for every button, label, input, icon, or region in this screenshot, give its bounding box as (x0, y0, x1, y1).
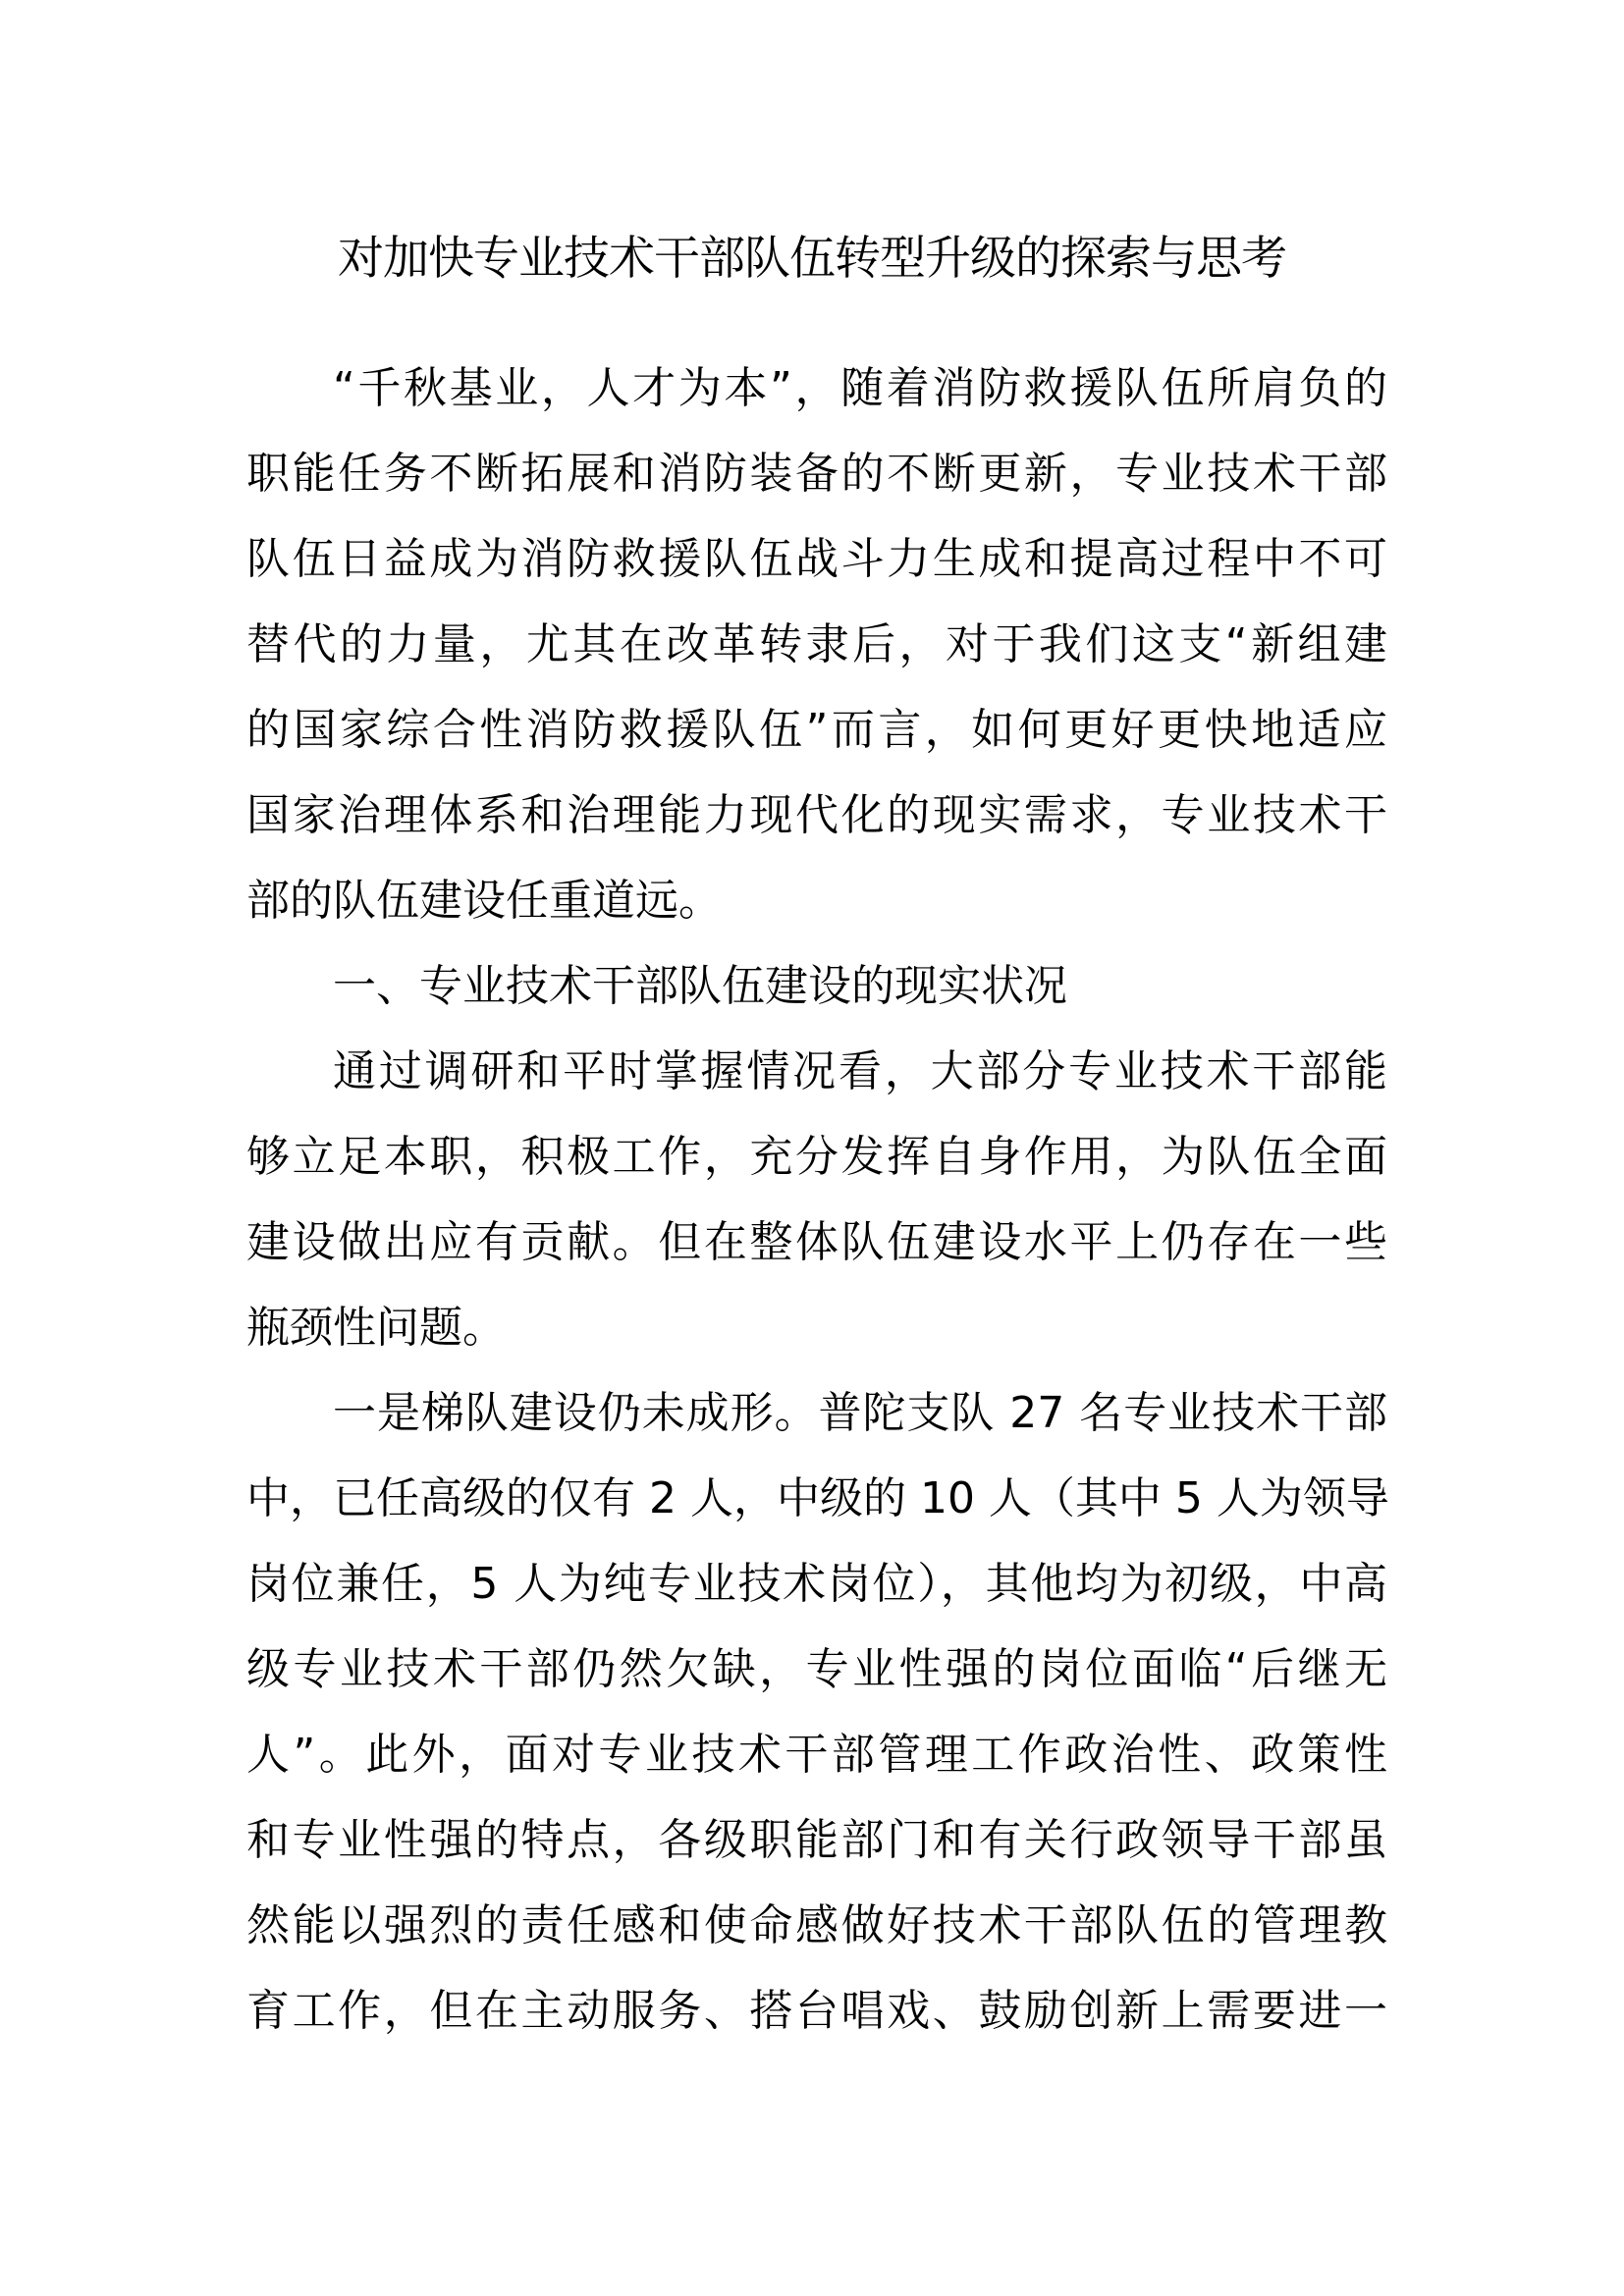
text-line: 岗位兼任，5 人为纯专业技术岗位），其他均为初级，中高 (246, 1559, 1387, 1609)
paragraph-intro (246, 346, 1387, 943)
text-line: 然能以强烈的责任感和使命感做好技术干部队伍的管理教 (246, 1900, 1387, 1950)
paragraph-status (246, 1029, 1387, 1370)
text-line: 职能任务不断拓展和消防装备的不断更新，专业技术干部 (246, 449, 1387, 499)
text-line: 建设做出应有贡献。但在整体队伍建设水平上仍存在一些 (246, 1217, 1387, 1267)
text-line: 够立足本职，积极工作，充分发挥自身作用，为队伍全面 (246, 1132, 1387, 1182)
text-line: 和专业性强的特点，各级职能部门和有关行政领导干部虽 (246, 1815, 1387, 1865)
text-line: 人”。此外，面对专业技术干部管理工作政治性、政策性 (246, 1730, 1387, 1780)
text-line: 的国家综合性消防救援队伍”而言，如何更好更快地适应 (246, 705, 1387, 755)
paragraph-echelon (246, 1370, 1387, 2054)
section-heading-text: 一、专业技术干部队伍建设的现实状况 (333, 961, 1067, 1011)
text-line: 级专业技术干部仍然欠缺，专业性强的岗位面临“后继无 (246, 1644, 1387, 1694)
document-title: 对加快专业技术干部队伍转型升级的探索与思考 (338, 232, 1286, 286)
text-line: 一是梯队建设仍未成形。普陀支队 27 名专业技术干部 (333, 1388, 1387, 1438)
text-line: 瓶颈性问题。 (246, 1303, 506, 1353)
text-line: 队伍日益成为消防救援队伍战斗力生成和提高过程中不可 (246, 534, 1387, 584)
text-line: 部的队伍建设任重道远。 (246, 876, 722, 926)
section-heading (246, 943, 1387, 1029)
text-line: “千秋基业，人才为本”，随着消防救援队伍所肩负的 (333, 363, 1387, 413)
text-line: 育工作，但在主动服务、搭台唱戏、鼓励创新上需要进一 (246, 1986, 1387, 2036)
text-line: 中，已任高级的仅有 2 人，中级的 10 人（其中 5 人为领导 (246, 1473, 1389, 1523)
text-line: 替代的力量，尤其在改革转隶后，对于我们这支“新组建 (246, 619, 1387, 669)
text-line: 通过调研和平时掌握情况看，大部分专业技术干部能 (333, 1046, 1387, 1096)
document-body (246, 346, 1387, 2054)
text-line: 国家治理体系和治理能力现代化的现实需求，专业技术干 (246, 790, 1387, 840)
